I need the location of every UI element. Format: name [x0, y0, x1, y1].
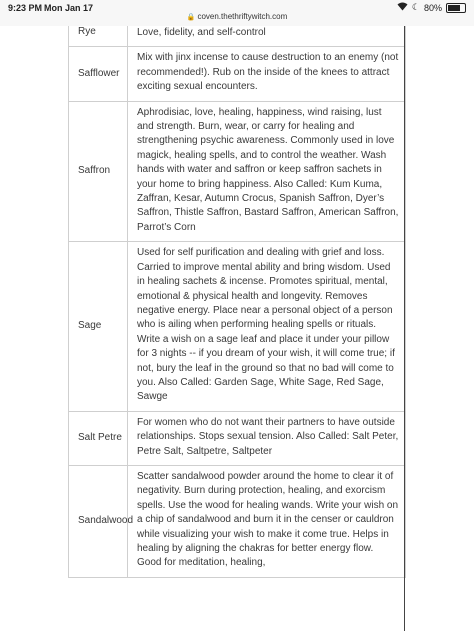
herb-description: Used for self purification and dealing with grief and loss. Carried to improve mental ability and bring wisdom. Used in healing sachets & incense. Promotes spiritual, mental, emotional & physical health and longevity. Removes negative energy. Place near a personal object of a person who is ailing when performing healing spells or rituals. Write a wish on a sage leaf and place it under your pillow for 3 nights -- if you dream of your wish, it will come true; if not, bury the leaf in the ground so that no bad will come to you. Also Called: Garden Sage, White Sage, Red Sage, Sawge	[137, 247, 395, 403]
battery-level	[448, 5, 460, 11]
battery-percent: 80%	[423, 2, 442, 13]
herb-table	[68, 26, 406, 578]
herb-description: Mix with jinx incense to cause destruction to an enemy (not recommended!). Rub on the inside of the knees to attract exciting sexual encounters.	[137, 52, 399, 93]
url-bar[interactable]	[0, 12, 474, 21]
table-row	[69, 26, 405, 47]
page-edge-divider	[404, 26, 405, 631]
status-bar	[0, 0, 474, 26]
table-row	[69, 466, 405, 578]
status-date: Mon Jan 17	[44, 3, 94, 13]
wifi-icon	[397, 2, 408, 13]
herb-name: Rye	[69, 26, 128, 46]
status-time: 9:23 PM	[8, 3, 43, 13]
page-content[interactable]	[0, 26, 474, 631]
herb-description: For women who do not want their partners to have outside relationships. Stops sexual tension. Also Called: Salt Peter, Petre Salt, Saltpetre, Saltpeter	[137, 416, 399, 457]
status-indicators	[397, 2, 466, 13]
herb-name: Safflower	[69, 47, 128, 100]
herb-description: Scatter sandalwood powder around the home to clear it of negativity. Burn during protection, healing, and exorcism spells. Use the wood for healing wands. Write your wish on a chip of sandalwood and burn it in the censer or cauldron while visualizing your wish to make it come true. Helps in healing by aligning the chakras for better energy flow. Good for meditation, healing,	[137, 470, 399, 569]
table-row	[69, 47, 405, 101]
table-row	[69, 102, 405, 243]
herb-name: Salt Petre	[69, 412, 128, 465]
herb-name: Sandalwood	[69, 466, 128, 577]
herb-description: Love, fidelity, and self-control	[137, 27, 266, 38]
herb-name: Saffron	[69, 102, 128, 242]
table-row	[69, 242, 405, 411]
herb-name: Sage	[69, 242, 128, 410]
moon-icon: ☾	[411, 2, 420, 12]
table-row	[69, 412, 405, 466]
herb-description: Aphrodisiac, love, healing, happiness, wind raising, lust and strength. Burn, wear, or carry for healing and strengthening psychic awareness. Commonly used in love magick, healing spells, and to control the weather. Wash hands with water and saffron or keep saffron sachets in your home to bring happiness. Also Called: Kum Kuma, Zaffran, Kesar, Autumn Crocus, Spanish Saffron, Dyer’s Saffron, Thistle Saffron, Bastard Saffron, American Saffron, Parrot’s Corn	[137, 106, 399, 233]
battery-icon	[446, 3, 466, 13]
url-text: coven.thethriftywitch.com	[197, 12, 288, 21]
lock-icon: 🔒	[186, 14, 196, 21]
